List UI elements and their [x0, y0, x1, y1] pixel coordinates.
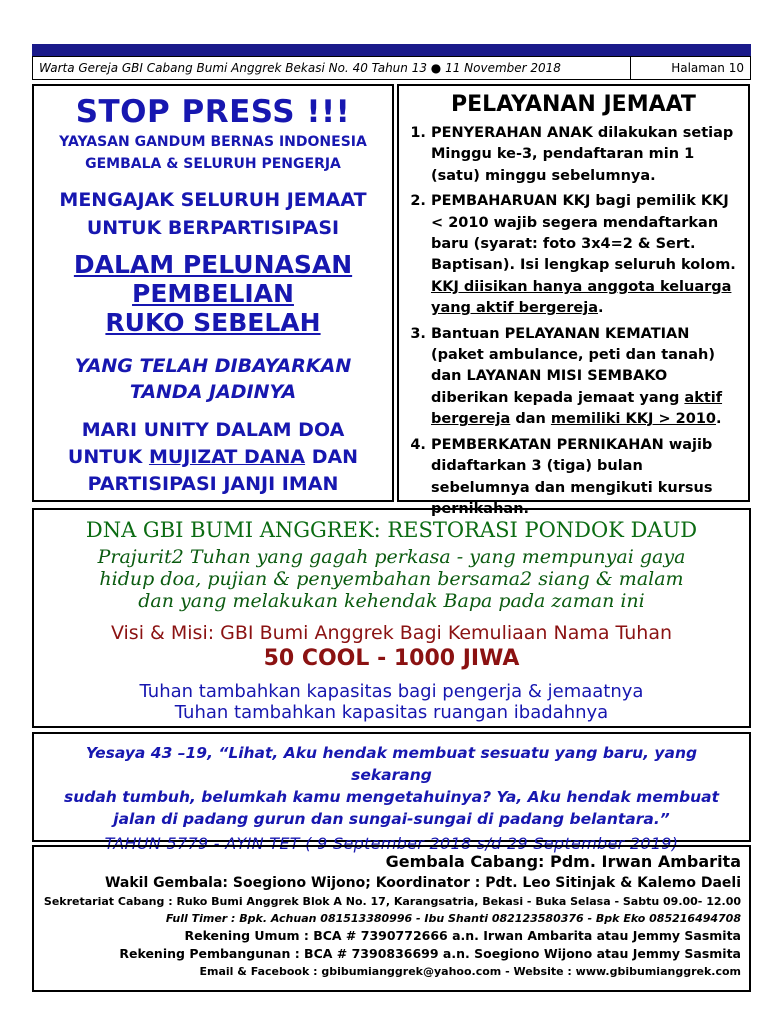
item-underlined: memiliki KKJ > 2010: [550, 411, 717, 428]
unity-line-1: MARI UNITY DALAM DOA: [81, 419, 345, 441]
stop-press-leaders: GEMBALA & SELURUH PENGERJA: [85, 156, 341, 172]
invite-line-1: MENGAJAK SELURUH JEMAAT: [59, 189, 367, 211]
dna-heading: DNA GBI BUMI ANGGREK: RESTORASI PONDOK DAUD: [85, 518, 698, 542]
bulletin-issue-info: Warta Gereja GBI Cabang Bumi Anggrek Bekasi No. 40 Tahun 13 ● 11 November 2018: [39, 61, 561, 75]
rekening-pembangunan: Rekening Pembangunan : BCA # 7390836699 a.n. Soegiono Wijono atau Jemmy Sasmita: [119, 946, 741, 961]
verse-line: Yesaya 43 –19, “Lihat, Aku hendak membuat sesuatu yang baru, yang sekarang: [85, 744, 698, 784]
purpose-line-2: PEMBELIAN: [132, 279, 294, 308]
list-item: [431, 324, 738, 431]
item-text: .: [716, 411, 722, 428]
pelayanan-jemaat-box: [397, 84, 750, 517]
item-text: .: [598, 300, 604, 317]
contact-info: Email & Facebook : gbibumianggrek@yahoo.com - Website : www.gbibumianggrek.com: [199, 965, 741, 978]
list-item: 1. PENYERAHAN ANAK dilakukan setiap Minggu ke-3, pendaftaran min 1 (satu) minggu sebelumnya.: [431, 123, 738, 187]
stop-press-paid: [34, 353, 392, 405]
dna-desc-line: Prajurit2 Tuhan yang gagah perkasa - yang mempunyai gaya: [97, 546, 686, 568]
stop-press-purpose: [34, 250, 392, 337]
item-text: dan: [510, 411, 551, 428]
year-theme: TAHUN 5779 - AYIN TET ( 9 September 2018 s/d 29 September 2019): [104, 834, 679, 853]
dna-box: [32, 508, 751, 728]
purpose-line-3: RUKO SEBELAH: [105, 308, 321, 337]
stop-press-invite: [34, 186, 392, 242]
stop-press-org: YAYASAN GANDUM BERNAS INDONESIA: [59, 134, 367, 150]
unity-line-3: PARTISIPASI JANJI IMAN: [87, 473, 339, 495]
target: 50 COOL - 1000 JIWA: [263, 646, 520, 671]
prayer-line: Tuhan tambahkan kapasitas bagi pengerja & jemaatnya: [139, 681, 644, 702]
visi-misi: Visi & Misi: GBI Bumi Anggrek Bagi Kemuliaan Nama Tuhan: [110, 622, 673, 644]
page-number: Halaman 10: [630, 57, 750, 79]
stop-press-unity: [34, 417, 392, 498]
unity-text: UNTUK: [67, 446, 149, 468]
purpose-line-1: DALAM PELUNASAN: [73, 250, 353, 279]
header-color-bar: [32, 44, 751, 56]
stop-press-title: STOP PRESS !!!: [75, 94, 351, 130]
rekening-umum: Rekening Umum : BCA # 7390772666 a.n. Irwan Ambarita atau Jemmy Sasmita: [184, 928, 741, 943]
stop-press-box: [32, 84, 394, 502]
unity-text: DAN: [305, 446, 359, 468]
prayer-points: [34, 681, 749, 723]
scripture-verse: [34, 742, 749, 830]
scripture-box: [32, 732, 751, 853]
dna-desc-line: hidup doa, pujian & penyembahan bersama2 siang & malam: [99, 568, 684, 590]
prayer-line: Tuhan tambahkan kapasitas ruangan ibadahnya: [174, 702, 609, 723]
contact-footer: [32, 845, 751, 992]
gembala-cabang: Gembala Cabang: Pdm. Irwan Ambarita: [385, 852, 741, 871]
list-item: 4. PEMBERKATAN PERNIKAHAN wajib didaftarkan 3 (tiga) bulan sebelumnya dan mengikuti kursus pernikahan.: [431, 435, 738, 521]
dna-desc-line: dan yang melakukan kehendak Bapa pada zaman ini: [138, 590, 645, 612]
paid-line-1: YANG TELAH DIBAYARKAN: [74, 355, 352, 377]
pelayanan-title: PELAYANAN JEMAAT: [451, 92, 696, 117]
item-text: PEMBAHARUAN KKJ bagi pemilik KKJ < 2010 wajib segera mendaftarkan baru (syarat: foto 3x4=2 & Sert. Baptisan). Isi lengkap seluruh kolom.: [431, 193, 736, 274]
item-text: Bantuan PELAYANAN KEMATIAN (paket ambulance, peti dan tanah) dan LAYANAN MISI SEMBAKO diberikan kepada jemaat yang: [431, 325, 715, 406]
list-item: [431, 191, 738, 319]
unity-underlined: MUJIZAT DANA: [148, 446, 306, 468]
unity-line-2: [34, 444, 392, 471]
bulletin-header: [32, 56, 751, 80]
verse-line: jalan di padang gurun dan sungai-sungai di padang belantara.”: [113, 810, 670, 828]
item-underlined: aktif bergereja: [431, 389, 723, 428]
item-underlined: KKJ diisikan hanya anggota keluarga yang aktif bergereja: [431, 278, 732, 317]
invite-line-2: UNTUK BERPARTISIPASI: [86, 217, 340, 239]
wakil-gembala: Wakil Gembala: Soegiono Wijono; Koordinator : Pdt. Leo Sitinjak & Kalemo Daeli: [104, 875, 741, 891]
full-timer: Full Timer : Bpk. Achuan 081513380996 - Ibu Shanti 082123580376 - Bpk Eko 085216494708: [165, 912, 741, 925]
sekretariat: Sekretariat Cabang : Ruko Bumi Anggrek Blok A No. 17, Karangsatria, Bekasi - Buka Selasa - Sabtu 09.00- 12.00: [43, 895, 741, 908]
pelayanan-list: [409, 123, 738, 520]
dna-description: [34, 546, 749, 612]
verse-line: sudah tumbuh, belumkah kamu mengetahuinya? Ya, Aku hendak membuat: [63, 788, 719, 806]
paid-line-2: TANDA JADINYA: [129, 381, 297, 403]
